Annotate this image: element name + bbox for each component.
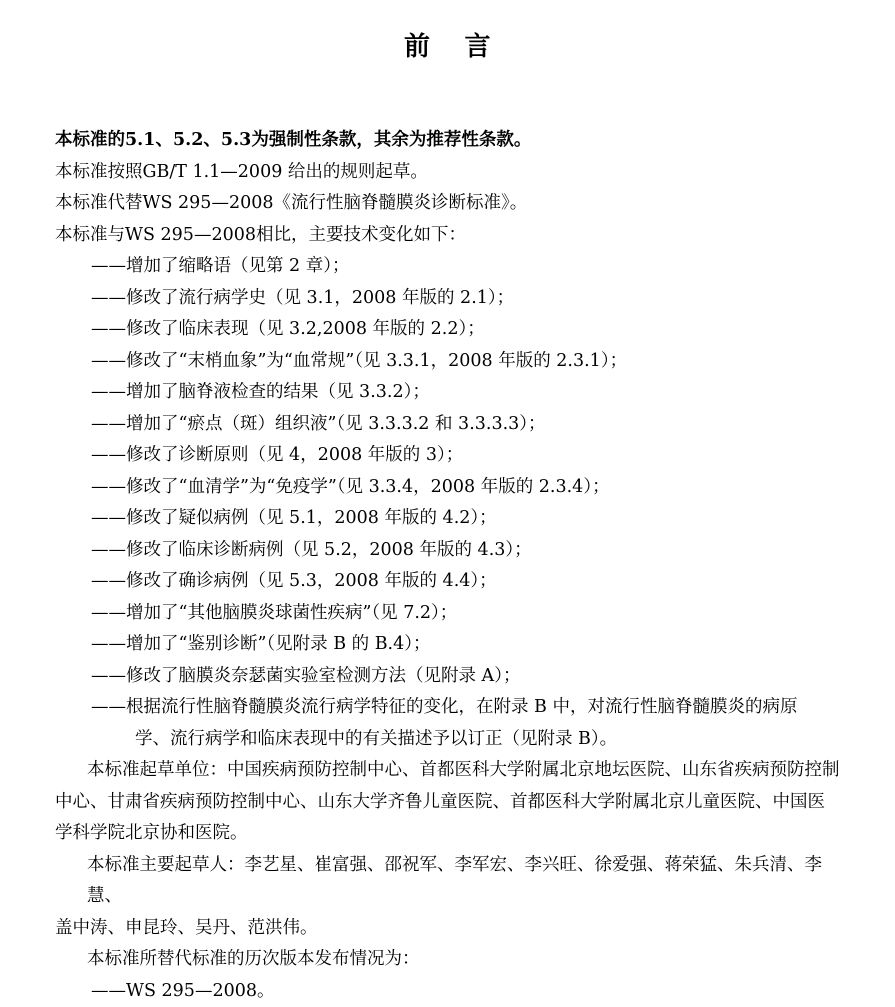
paragraph-line: 本标准所替代标准的历次版本发布情况为：: [55, 944, 855, 976]
list-item: ——增加了“其他脑膜炎球菌性疾病”（见 7.2）；: [55, 598, 855, 630]
paragraph-mandatory-clause: 本标准的5.1、5.2、5.3为强制性条款，其余为推荐性条款。: [55, 125, 855, 157]
paragraph-drafting-rule: 本标准按照GB/T 1.1—2009 给出的规则起草。: [55, 157, 855, 189]
list-item-line-1: ——根据流行性脑脊髓膜炎流行病学特征的变化，在附录 B 中，对流行性脑脊髓膜炎的病原: [91, 692, 855, 724]
list-item: ——增加了“瘀点（斑）组织液”（见 3.3.3.2 和 3.3.3.3）；: [55, 409, 855, 441]
list-item: ——修改了诊断原则（见 4，2008 年版的 3）；: [55, 440, 855, 472]
paragraph-version-history: [55, 944, 855, 976]
list-item-version: ——WS 295—2008。: [55, 976, 855, 1007]
list-item: ——修改了疑似病例（见 5.1，2008 年版的 4.2）；: [55, 503, 855, 535]
page-title: [0, 18, 895, 63]
page-title-char-2: 言: [465, 32, 492, 62]
paragraph-line: 本标准主要起草人：李艺星、崔富强、邵祝军、李军宏、李兴旺、徐爱强、蒋荣猛、朱兵清、李慧、: [55, 850, 855, 913]
list-item: ——增加了“鉴别诊断”（见附录 B 的 B.4）；: [55, 629, 855, 661]
paragraph-drafting-units: [55, 755, 855, 850]
paragraph-main-drafters: [55, 850, 855, 945]
list-item: ——修改了“末梢血象”为“血常规”（见 3.3.1，2008 年版的 2.3.1）；: [55, 346, 855, 378]
list-item: ——修改了“血清学”为“免疫学”（见 3.3.4，2008 年版的 2.3.4）；: [55, 472, 855, 504]
list-item: ——增加了缩略语（见第 2 章）；: [55, 251, 855, 283]
list-item-line-2: 学、流行病学和临床表现中的有关描述予以订正（见附录 B）。: [91, 724, 855, 756]
paragraph-line: 盖中涛、申昆玲、吴丹、范洪伟。: [55, 913, 855, 945]
list-item: ——修改了流行病学史（见 3.1，2008 年版的 2.1）；: [55, 283, 855, 315]
paragraph-line: 学科学院北京协和医院。: [55, 818, 855, 850]
list-item: ——修改了确诊病例（见 5.3，2008 年版的 4.4）；: [55, 566, 855, 598]
list-item: [55, 692, 855, 755]
document-page: [0, 18, 895, 893]
list-item: ——修改了临床诊断病例（见 5.2，2008 年版的 4.3）；: [55, 535, 855, 567]
list-item: ——修改了脑膜炎奈瑟菌实验室检测方法（见附录 A）；: [55, 661, 855, 693]
list-item: ——增加了脑脊液检查的结果（见 3.3.2）；: [55, 377, 855, 409]
paragraph-replaces: 本标准代替WS 295—2008《流行性脑脊髓膜炎诊断标准》。: [55, 188, 855, 220]
list-item: ——修改了临床表现（见 3.2,2008 年版的 2.2）；: [55, 314, 855, 346]
page-title-char-1: 前: [404, 32, 431, 62]
paragraph-line: 中心、甘肃省疾病预防控制中心、山东大学齐鲁儿童医院、首都医科大学附属北京儿童医院、中国医: [55, 787, 855, 819]
paragraph-changes-intro: 本标准与WS 295—2008相比，主要技术变化如下：: [55, 220, 855, 252]
paragraph-line: 本标准起草单位：中国疾病预防控制中心、首都医科大学附属北京地坛医院、山东省疾病预防控制: [55, 755, 855, 787]
